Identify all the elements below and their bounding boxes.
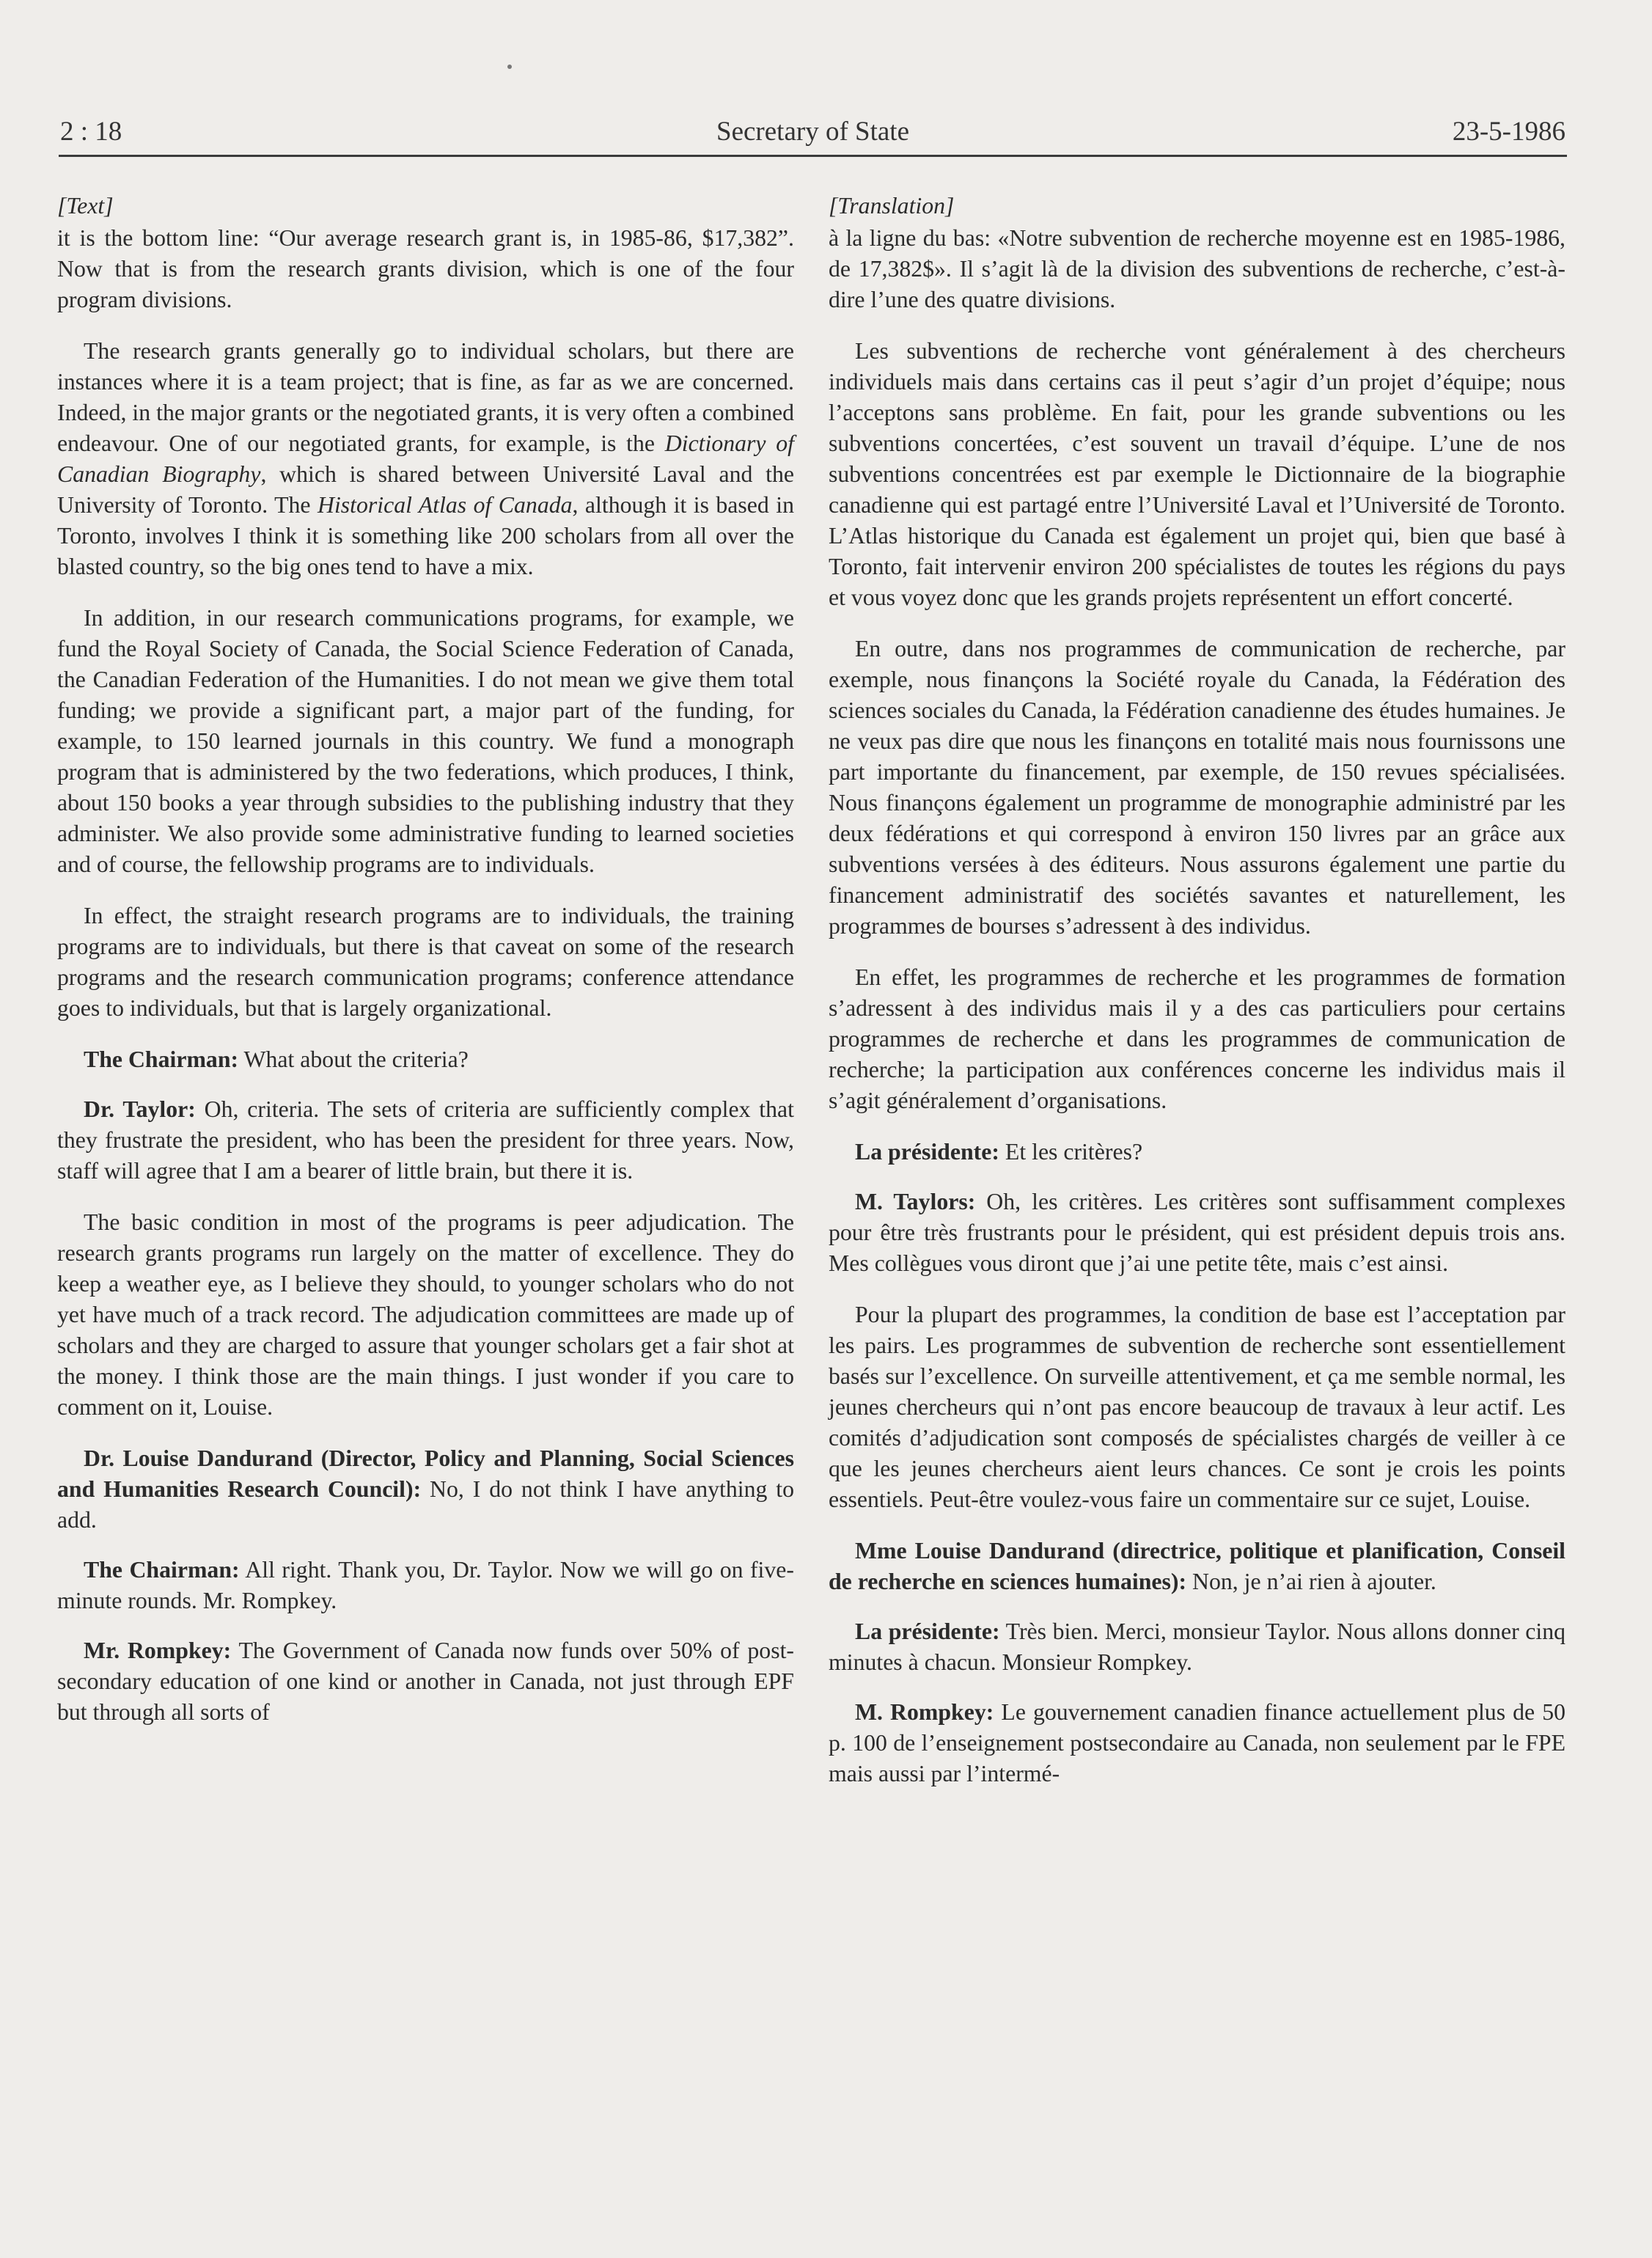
speech: Mme Louise Dandurand (directrice, politique et planification, Conseil de recherche en sciences humaines): Non, je n’ai rien à ajouter. bbox=[829, 1538, 1565, 1594]
paragraph: In addition, in our research communications programs, for example, we fund the Royal Society of Canada, the Social Science Federation of Canada, the Canadian Federation of the Humanities. I do not mean we give them total funding; we provide a significant part, a major part of the funding, for example, to 150 learned journals in this country. We fund a monograph program that is administered by the two federations, which produces, I think, about 150 books a year through subsidies to the publishing industry that they administer. We also provide some administrative funding to learned societies and of course, the fellowship programs are to individuals. bbox=[57, 605, 794, 877]
speech: La présidente: Très bien. Merci, monsieur Taylor. Nous allons donner cinq minutes à chacun. Monsieur Rompkey. bbox=[829, 1619, 1566, 1675]
french-column bbox=[829, 191, 1565, 1810]
paragraph: In effect, the straight research programs are to individuals, the training programs are to individuals, but there is that caveat on some of the research programs and the research communication programs; conference attendance goes to individuals, but that is largely organizational. bbox=[57, 903, 794, 1021]
speaker: La présidente: bbox=[855, 1139, 999, 1165]
speech: The Chairman: All right. Thank you, Dr. Taylor. Now we will go on five-minute rounds. Mr. Rompkey. bbox=[57, 1557, 794, 1613]
speech: La présidente: Et les critères? bbox=[855, 1139, 1143, 1165]
paragraph: it is the bottom line: “Our average research grant is, in 1985-86, $17,382”. Now that is from the research grants division, which is one of the four program divisions. bbox=[57, 225, 794, 312]
speaker: The Chairman: bbox=[84, 1046, 239, 1072]
translation-label: [Translation] bbox=[829, 193, 955, 219]
speech: Dr. Taylor: Oh, criteria. The sets of criteria are sufficiently complex that they frustrate the president, who has been the president for three years. Now, staff will agree that I am a bearer of little brain, but there it is. bbox=[57, 1096, 794, 1184]
speech: M. Taylors: Oh, les critères. Les critères sont suffisamment complexes pour être très frustrants pour le président, qui est président depuis trois ans. Mes collègues vous diront que j’ai une petite tête, mais c’est ainsi. bbox=[829, 1189, 1565, 1276]
page-title: Secretary of State bbox=[716, 117, 909, 147]
speech: Mr. Rompkey: The Government of Canada now funds over 50% of post-secondary education of one kind or another in Canada, not just through EPF but through all sorts of bbox=[57, 1638, 795, 1725]
speaker: Mme Louise Dandurand (directrice, politique et planification, Conseil de recherche en sciences humaines): bbox=[829, 1538, 1565, 1594]
speaker: The Chairman: bbox=[84, 1557, 240, 1583]
speaker: Dr. Taylor: bbox=[84, 1096, 196, 1122]
speaker: M. Rompkey: bbox=[855, 1699, 994, 1725]
speech: M. Rompkey: Le gouvernement canadien finance actuellement plus de 50 p. 100 de l’enseignement postsecondaire au Canada, non seulement par le FPE mais aussi par l’intermé- bbox=[829, 1699, 1565, 1786]
page-number: 2 : 18 bbox=[60, 117, 122, 147]
speech: Dr. Louise Dandurand (Director, Policy and Planning, Social Sciences and Humanities Research Council): No, I do not think I have anything to add. bbox=[57, 1445, 794, 1533]
speech: The Chairman: What about the criteria? bbox=[84, 1046, 469, 1072]
scan-speck bbox=[507, 65, 512, 69]
speaker: Mr. Rompkey: bbox=[84, 1638, 232, 1663]
page-header bbox=[60, 116, 1565, 153]
paragraph: à la ligne du bas: «Notre subvention de recherche moyenne est en 1985-1986, de 17,382$». Il s’agit là de la division des subventions de recherche, c’est-à-dire l’une des quatre divisions. bbox=[829, 225, 1565, 312]
speaker: La présidente: bbox=[855, 1619, 1000, 1644]
paragraph: Pour la plupart des programmes, la condition de base est l’acceptation par les pairs. Les programmes de subvention de recherche sont essentiellement basés sur l’excellence. On surveille attentivement, et ça me semble normal, les jeunes chercheurs qui n’ont pas encore beaucoup de travaux à leur actif. Les comités d’adjudication sont composés de spécialistes chargés de veiller à ce que les jeunes chercheurs aient leurs chances. Ce sont je crois les points essentiels. Peut-être voulez-vous faire un commentaire sur ce sujet, Louise. bbox=[829, 1302, 1565, 1512]
paragraph: Les subventions de recherche vont généralement à des chercheurs individuels mais dans certains cas il peut s’agir d’un projet d’équipe; nous l’acceptons sans problème. En fait, pour les grande subventions ou les subventions concertées, c’est souvent un travail d’équipe. L’une de nos subventions concentrées est par exemple le Dictionnaire de la biographie canadienne qui est partagé entre l’Université Laval et l’Université de Toronto. L’Atlas historique du Canada est également un projet qui, bien que basé à Toronto, fait intervenir environ 200 spécialistes de toutes les régions du pays et vous voyez donc que les grands projets représentent un effort concerté. bbox=[829, 338, 1565, 610]
speaker: Dr. Louise Dandurand (Director, Policy and Planning, Social Sciences and Humanities Research Council): bbox=[57, 1445, 794, 1502]
text-label: [Text] bbox=[57, 193, 114, 219]
paragraph: The basic condition in most of the programs is peer adjudication. The research grants programs run largely on the matter of excellence. They do keep a weather eye, as I believe they should, to younger scholars who do not yet have much of a track record. The adjudication committees are made up of scholars and they are charged to assure that younger scholars get a fair shot at the money. I think those are the main things. I just wonder if you care to comment on it, Louise. bbox=[57, 1209, 794, 1420]
paragraph: En outre, dans nos programmes de communication de recherche, par exemple, nous finançons la Société royale du Canada, la Fédération des sciences sociales du Canada, la Fédération canadienne des études humaines. Je ne veux pas dire que nous les finançons en totalité mais nous fournissons une part importante du financement, par exemple, de 150 revues spécialisées. Nous finançons également un programme de monographie administré par les deux fédérations et qui correspond à environ 150 livres par an grâce aux subventions versées à des éditeurs. Nous assurons également une partie du financement administratif des sociétés savantes et naturellement, les programmes de bourses s’adressent à des individus. bbox=[829, 636, 1565, 939]
header-rule bbox=[59, 155, 1567, 157]
speaker: M. Taylors: bbox=[855, 1189, 976, 1214]
paragraph: The research grants generally go to individual scholars, but there are instances where it is a team project; that is fine, as far as we are concerned. Indeed, in the major grants or the negotiated grants, it is very often a combined endeavour. One of our negotiated grants, for example, is the Dictionary of Canadian Biography, which is shared between Université Laval and the University of Toronto. The Historical Atlas of Canada, although it is based in Toronto, involves I think it is something like 200 scholars from all over the blasted country, so the big ones tend to have a mix. bbox=[57, 338, 795, 579]
page-date: 23-5-1986 bbox=[1452, 117, 1565, 147]
english-column bbox=[57, 191, 794, 1748]
paragraph: En effet, les programmes de recherche et les programmes de formation s’adressent à des individus mais il y a des cas particuliers pour certains programmes de recherche et dans les programmes de communication de recherche; la participation aux conférences concerne les individus mais il s’agit généralement d’organisations. bbox=[829, 964, 1565, 1113]
